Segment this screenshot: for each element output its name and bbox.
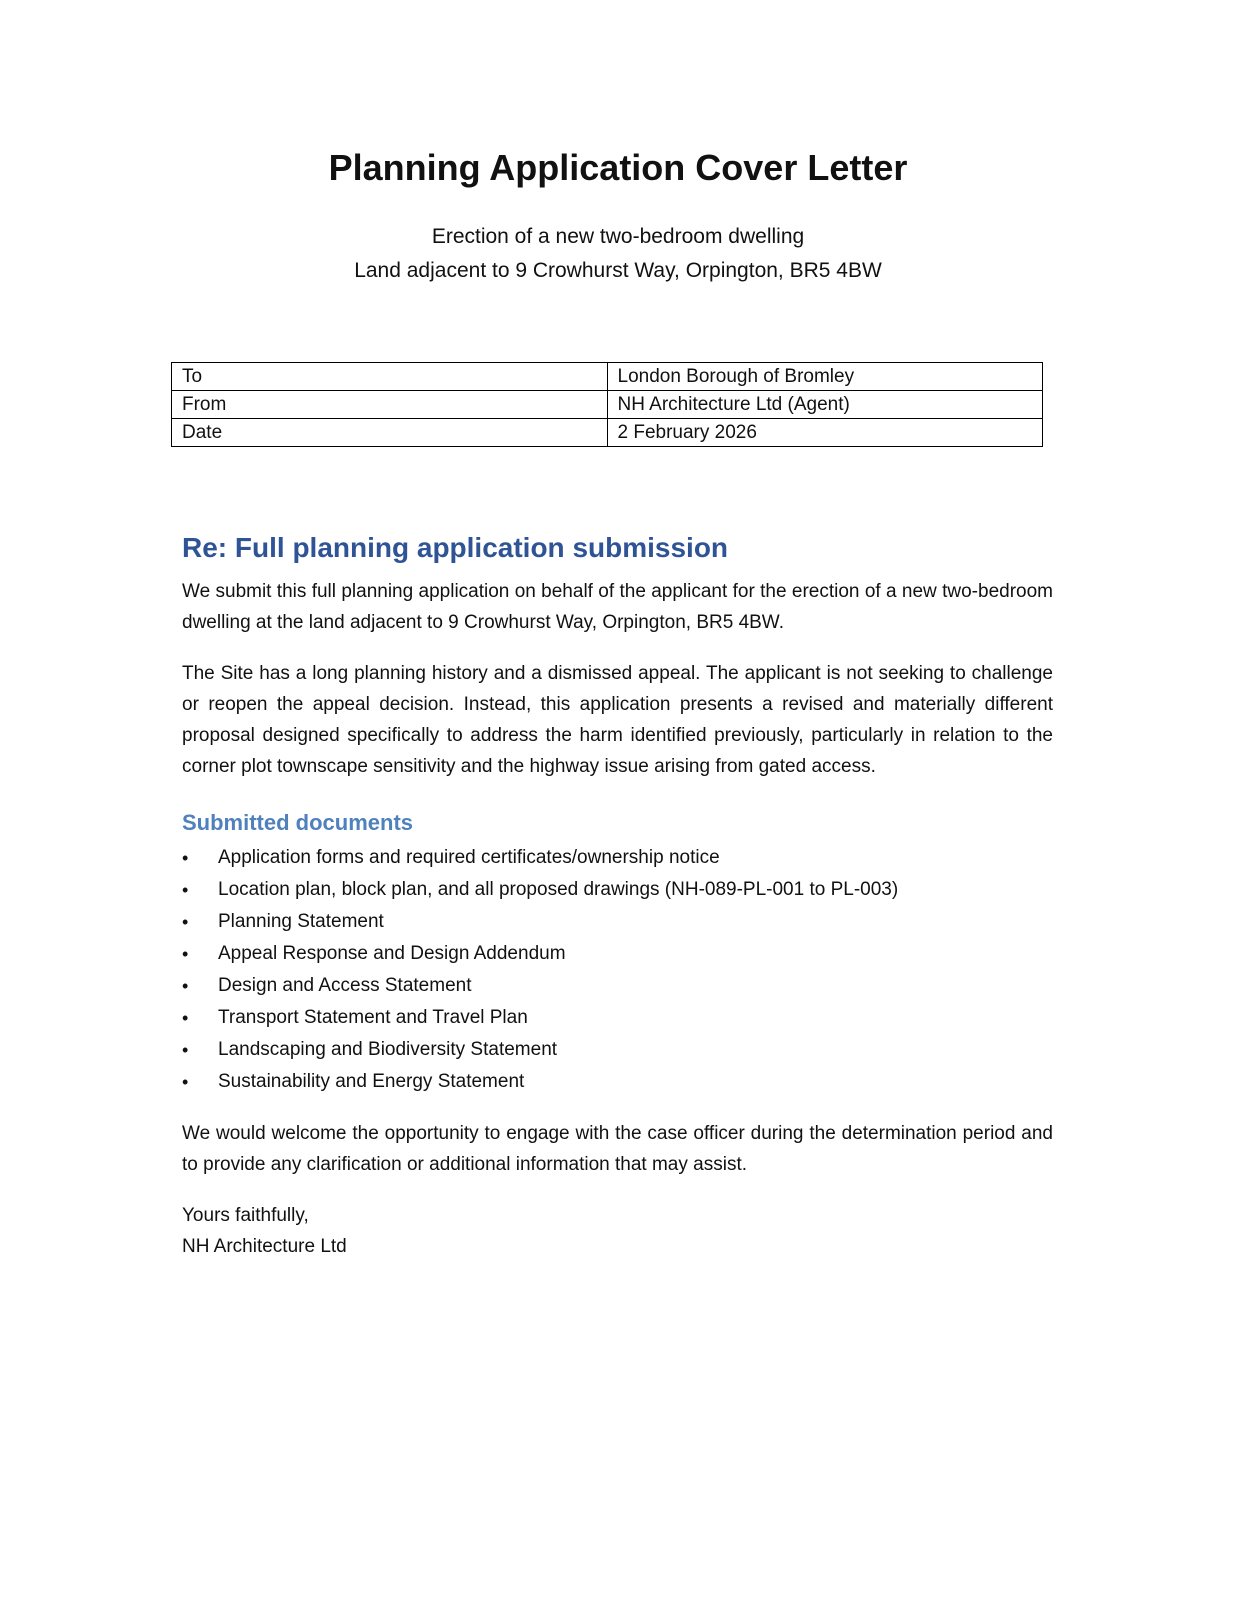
letter-signoff: Yours faithfully,	[182, 1205, 309, 1226]
bullet-icon: •	[182, 1008, 189, 1028]
letter-subject-heading: Re: Full planning application submission	[182, 532, 729, 563]
meta-label-date: Date	[172, 419, 608, 447]
bullet-icon: •	[182, 912, 189, 932]
letter-paragraph-intro: We submit this full planning application on behalf of the applicant for the erection of a new two-bedroom dwelling at the land adjacent to 9 Crowhurst Way, Orpington, BR5 4BW.	[182, 581, 1053, 633]
document-item-label: Transport Statement and Travel Plan	[218, 1007, 528, 1028]
document-title: Planning Application Cover Letter	[328, 147, 908, 188]
document-item-label: Landscaping and Biodiversity Statement	[218, 1039, 558, 1060]
meta-label-from: From	[172, 391, 608, 419]
document-item-label: Location plan, block plan, and all proposed drawings (NH-089-PL-001 to PL-003)	[218, 879, 899, 900]
list-item	[182, 1034, 1053, 1066]
document-item-label: Sustainability and Energy Statement	[218, 1071, 525, 1092]
letter-body	[182, 528, 1053, 1262]
letter-meta-table	[171, 362, 1043, 447]
document-item-label: Planning Statement	[218, 911, 384, 932]
meta-label-to: To	[172, 363, 608, 391]
letter-paragraph-closing: We would welcome the opportunity to engage with the case officer during the determination period and to provide any clarification or additional information that may assist.	[182, 1123, 1053, 1175]
document-subtitle-project: Erection of a new two-bedroom dwelling	[431, 225, 805, 248]
bullet-icon: •	[182, 976, 189, 996]
meta-value-to: London Borough of Bromley	[607, 363, 1043, 391]
bullet-icon: •	[182, 1072, 189, 1092]
bullet-icon: •	[182, 848, 189, 868]
bullet-icon: •	[182, 880, 189, 900]
list-item	[182, 906, 1053, 938]
meta-value-date: 2 February 2026	[607, 419, 1043, 447]
document-item-label: Application forms and required certificates/ownership notice	[218, 847, 720, 868]
document-subtitle-address: Land adjacent to 9 Crowhurst Way, Orpington, BR5 4BW	[354, 259, 882, 282]
list-item	[182, 874, 1053, 906]
document-item-label: Appeal Response and Design Addendum	[218, 943, 566, 964]
list-item	[182, 970, 1053, 1002]
list-item	[182, 1002, 1053, 1034]
bullet-icon: •	[182, 944, 189, 964]
letter-paragraph-history: The Site has a long planning history and a dismissed appeal. The applicant is not seeking to challenge or reopen the appeal decision. Instead, this application presents a revised and materially different proposal designed specifically to address the harm identified previously, particularly in relation to the corner plot townscape sensitivity and the highway issue arising from gated access.	[182, 663, 1053, 777]
document-item-label: Design and Access Statement	[218, 975, 472, 996]
submitted-documents-heading: Submitted documents	[182, 810, 414, 835]
list-item	[182, 1066, 1053, 1098]
list-item	[182, 938, 1053, 970]
bullet-icon: •	[182, 1040, 189, 1060]
submitted-documents-list	[182, 842, 1053, 1098]
meta-row-date	[172, 419, 1043, 447]
meta-row-to	[172, 363, 1043, 391]
list-item	[182, 842, 1053, 874]
letter-signatory: NH Architecture Ltd	[182, 1236, 347, 1257]
meta-row-from	[172, 391, 1043, 419]
meta-value-from: NH Architecture Ltd (Agent)	[607, 391, 1043, 419]
